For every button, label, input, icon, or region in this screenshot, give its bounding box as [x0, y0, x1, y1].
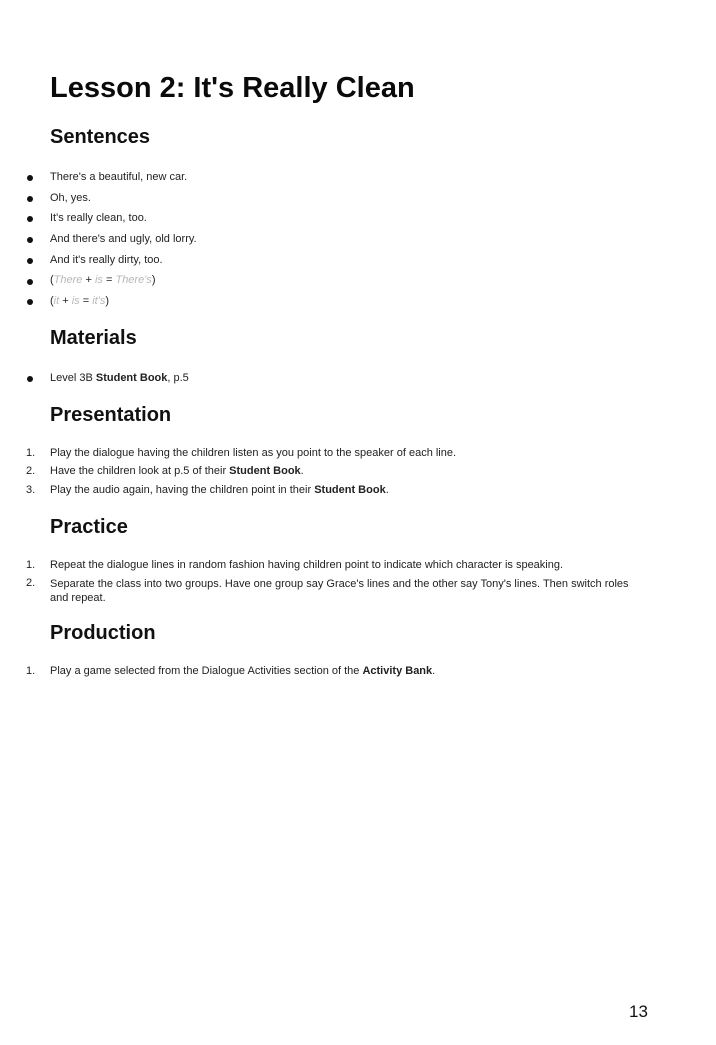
production-step	[50, 665, 435, 677]
formula-term: is	[71, 295, 80, 307]
list-number: 2.	[26, 465, 36, 477]
step-text: Play the audio again, having the children point in their	[50, 484, 315, 496]
page-number: 13	[629, 1002, 648, 1021]
formula-close: )	[105, 295, 109, 307]
bullet-icon	[27, 376, 33, 382]
bullet-icon	[27, 258, 33, 264]
materials-page: , p.5	[167, 372, 189, 384]
sentence-item: And there's and ugly, old lorry.	[50, 233, 197, 245]
presentation-step	[50, 447, 456, 459]
formula-result: it's	[92, 295, 106, 307]
sentences-heading: Sentences	[50, 126, 151, 148]
contraction-formula	[50, 274, 155, 286]
presentation-step	[50, 465, 304, 477]
page-title: Lesson 2: It's Really Clean	[50, 72, 415, 104]
formula-open: (	[50, 274, 54, 286]
formula-term: There	[53, 274, 83, 286]
list-number: 1.	[26, 559, 36, 571]
materials-item	[50, 372, 189, 384]
materials-heading: Materials	[50, 327, 137, 349]
step-text: Play a game selected from the Dialogue Activities section of the	[50, 665, 363, 677]
book-title: Student Book	[314, 484, 386, 496]
list-number: 3.	[26, 484, 36, 496]
sentence-item: And it's really dirty, too.	[50, 254, 163, 266]
formula-open: (	[50, 295, 54, 307]
bullet-icon	[27, 237, 33, 243]
practice-step: Separate the class into two groups. Have one group say Grace's lines and the other say Tony's lines. Then switch roles and repeat.	[50, 578, 629, 604]
materials-text: Level 3B	[50, 372, 96, 384]
book-title: Student Book	[95, 372, 168, 384]
list-number: 1.	[26, 447, 36, 459]
step-text: Have the children look at p.5 of their	[50, 465, 230, 477]
formula-plus: +	[59, 295, 72, 307]
sentence-item: It's really clean, too.	[50, 212, 147, 224]
formula-plus: +	[82, 274, 95, 286]
bullet-icon	[27, 196, 33, 202]
step-text: Play the dialogue having the children listen as you point to the speaker of each line.	[50, 447, 457, 459]
formula-term: is	[94, 274, 103, 286]
formula-close: )	[151, 274, 156, 286]
presentation-step	[50, 484, 389, 496]
formula-term: it	[53, 295, 60, 307]
book-title: Student Book	[229, 465, 301, 477]
bank-title: Activity Bank	[362, 665, 433, 677]
step-suffix: .	[432, 665, 436, 677]
production-heading: Production	[50, 622, 156, 644]
step-suffix: .	[300, 465, 304, 477]
practice-step: Repeat the dialogue lines in random fashion having children point to indicate which character is speaking.	[50, 559, 564, 571]
sentence-item: Oh, yes.	[50, 192, 91, 204]
step-suffix: .	[385, 484, 389, 496]
practice-heading: Practice	[50, 516, 128, 538]
formula-equals: =	[102, 274, 116, 286]
bullet-icon	[27, 175, 33, 181]
sentence-item: There's a beautiful, new car.	[50, 171, 188, 183]
bullet-icon	[27, 279, 33, 285]
bullet-icon	[27, 299, 33, 305]
list-number: 2.	[26, 577, 36, 589]
bullet-icon	[27, 216, 33, 222]
contraction-formula	[50, 295, 109, 307]
presentation-heading: Presentation	[50, 404, 172, 426]
formula-result: There's	[115, 274, 152, 286]
list-number: 1.	[26, 665, 36, 677]
formula-equals: =	[79, 295, 93, 307]
